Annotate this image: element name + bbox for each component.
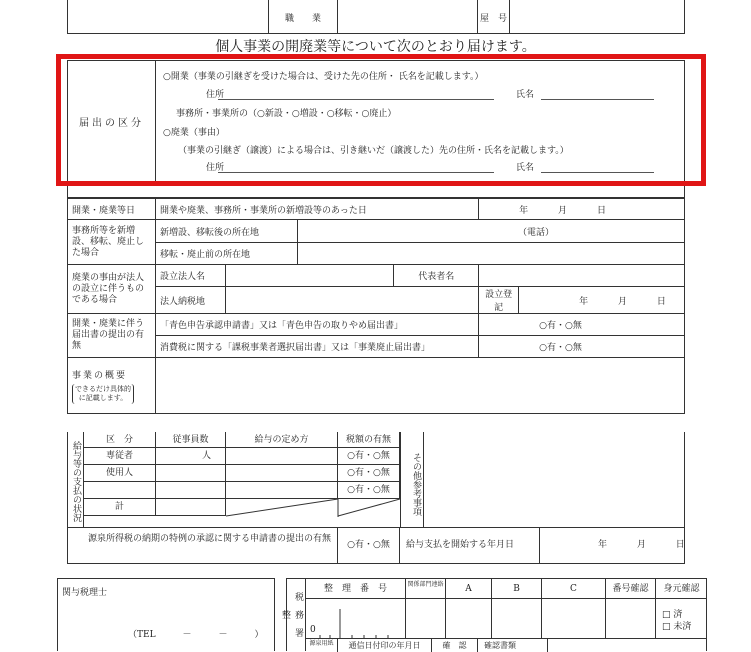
main-form-table — [67, 198, 685, 414]
header-table — [67, 0, 685, 34]
year-label: 年 — [519, 205, 529, 216]
consumption-tax-label: 消費税に関する「課税事業者選択届出書」又は「事業廃止届出書」 — [155, 336, 478, 358]
trade-name-label: 屋 号 — [478, 0, 510, 34]
row-shiyo-label: 使用人 — [84, 465, 156, 482]
row-blank-label[interactable] — [84, 482, 156, 499]
col-c-field[interactable] — [542, 599, 606, 639]
open-address-label: 住所 — [206, 90, 225, 100]
payroll-label: 給与等の支払の状況 — [68, 432, 84, 527]
withholding-choice[interactable]: ○有・○無 — [338, 528, 400, 563]
mimoto-kakunin-field — [656, 599, 707, 639]
kakunin-label: 確 認 — [432, 639, 478, 652]
reg-year-label: 年 — [579, 296, 589, 307]
col-kubun: 区 分 — [84, 432, 156, 448]
kakunin-shorui-label: 確認書類 — [478, 639, 548, 652]
col-method: 給与の定め方 — [226, 432, 338, 448]
bango-kakunin-header: 番号確認 — [606, 579, 656, 599]
open-line: ○開業（事業の引継ぎを受けた場合は、受けた先の住所・ 氏名を記載します。） — [163, 72, 484, 82]
withholding-row — [67, 528, 685, 564]
gensen-yoshi-label: 源泉用紙 — [306, 639, 338, 652]
blue-return-label: 「青色申告承認申請書」又は「青色申告の取りやめ届出書」 — [155, 314, 478, 336]
sumi-checkbox[interactable]: □ 済 — [662, 610, 683, 620]
col-a-header: A — [446, 579, 492, 599]
col-a-field[interactable] — [446, 599, 492, 639]
bango-kakunin-field[interactable] — [606, 599, 656, 639]
close-address-label: 住所 — [206, 163, 225, 173]
row-total-label: 計 — [84, 499, 156, 516]
blue-return-choice[interactable]: ○有・○無 — [479, 314, 685, 336]
business-summary-label: 事業の概要 — [72, 370, 128, 381]
kankei-bumon-header: 関係部門連絡 — [406, 579, 446, 599]
tax-office-table — [306, 578, 707, 651]
business-summary-field[interactable] — [155, 358, 684, 414]
row-senju-tax[interactable]: ○有・○無 — [338, 448, 400, 465]
pay-start-label: 給与支払を開始する年月日 — [400, 528, 540, 563]
open-name-label: 氏名 — [516, 90, 535, 100]
row-blank-count[interactable] — [156, 482, 226, 499]
row-total-count[interactable] — [156, 499, 226, 516]
tax-office-label: 税務署整 — [286, 578, 306, 651]
corp-name-field[interactable] — [225, 265, 394, 287]
row-senju-method[interactable] — [226, 448, 338, 465]
start-date-field[interactable] — [479, 199, 685, 220]
open-address-field[interactable] — [218, 99, 494, 100]
row-senju-label: 専従者 — [84, 448, 156, 465]
phone-label: （電話） — [517, 227, 554, 238]
close-detail: （事業の引継ぎ（譲渡）による場合は、引き継いだ（譲渡した）先の住所・氏名を記載します。） — [178, 146, 569, 156]
row-senju-count[interactable]: 人 — [156, 448, 226, 465]
accountant-label: 関与税理士 — [62, 588, 108, 598]
seiri-zero: 0 — [310, 625, 316, 635]
occupation-label: 職 業 — [268, 0, 338, 34]
business-summary-note: できるだけ具体的に記載します。 — [72, 384, 134, 404]
withholding-label: 源泉所得税の納期の特例の承認に関する申請書の提出の有無 — [68, 528, 338, 563]
consumption-tax-choice[interactable]: ○有・○無 — [479, 336, 685, 358]
registration-label: 設立登記 — [479, 287, 519, 314]
occupation-field[interactable] — [338, 0, 478, 34]
row-blank-method[interactable] — [226, 482, 338, 499]
seiri-bango-field[interactable] — [306, 599, 406, 639]
close-name-field[interactable] — [541, 172, 654, 173]
digit-ticks — [318, 609, 406, 639]
tsushin-label: 通信日付印の年月日 — [338, 639, 432, 652]
pay-year-label: 年 — [598, 540, 608, 550]
new-location-field[interactable] — [297, 220, 684, 243]
start-date-label: 開業・廃業等日 — [68, 199, 156, 220]
accountant-tel: （TEL － － ） — [128, 630, 264, 640]
corp-reason-label: 廃業の事由が法人の設立に伴うものである場合 — [68, 265, 156, 314]
office-line: 事務所・事業所の（○新設・○増設・○移転・○廃止） — [176, 109, 397, 119]
corp-tax-place-label: 法人納税地 — [155, 287, 225, 314]
mimoto-kakunin-header: 身元確認 — [656, 579, 707, 599]
row-shiyo-method[interactable] — [226, 465, 338, 482]
close-address-field[interactable] — [218, 172, 494, 173]
office-change-label: 事務所等を新増設、移転、廃止した場合 — [68, 220, 156, 265]
trade-name-field[interactable] — [510, 0, 685, 34]
seiri-bango-header: 整 理 番 号 — [306, 579, 406, 599]
pay-month-label: 月 — [636, 540, 646, 550]
category-section — [67, 60, 685, 182]
category-label: 届出の区分 — [68, 61, 156, 181]
open-name-field[interactable] — [541, 99, 654, 100]
day-label: 日 — [596, 205, 606, 216]
corp-name-label: 設立法人名 — [155, 265, 225, 287]
payroll-section — [67, 432, 685, 528]
main-title: 個人事業の開廃業等について次のとおり届けます。 — [215, 39, 536, 55]
filing-status-label: 開業・廃業に伴う届出書の提出の有無 — [68, 314, 156, 358]
old-location-label: 移転・廃止前の所在地 — [155, 243, 297, 265]
close-line: ○廃業（事由） — [163, 128, 225, 138]
row-blank-tax[interactable]: ○有・○無 — [338, 482, 400, 499]
col-b-field[interactable] — [492, 599, 542, 639]
row-shiyo-count[interactable] — [156, 465, 226, 482]
corp-tax-place-field[interactable] — [225, 287, 478, 314]
representative-label: 代表者名 — [394, 265, 479, 287]
registration-date-field[interactable] — [519, 287, 685, 314]
kankei-bumon-field[interactable] — [406, 599, 446, 639]
total-diagonal — [226, 499, 400, 517]
reg-month-label: 月 — [618, 296, 628, 307]
col-tax: 税額の有無 — [338, 432, 400, 448]
misumi-checkbox[interactable]: □ 未済 — [662, 622, 692, 632]
reg-day-label: 日 — [656, 296, 666, 307]
close-name-label: 氏名 — [516, 163, 535, 173]
col-b-header: B — [492, 579, 542, 599]
col-count: 従事員数 — [156, 432, 226, 448]
new-location-label: 新増設、移転後の所在地 — [155, 220, 297, 243]
start-date-text: 開業や廃業、事務所・事業所の新増設等のあった日 — [155, 199, 478, 220]
covered-strip — [67, 182, 685, 198]
other-reference-label: その他参考事項 — [400, 432, 424, 527]
month-label: 月 — [558, 205, 568, 216]
row-shiyo-tax[interactable]: ○有・○無 — [338, 465, 400, 482]
representative-field[interactable] — [479, 265, 685, 287]
business-summary-cell — [68, 358, 156, 414]
old-location-field[interactable] — [297, 243, 684, 265]
col-c-header: C — [542, 579, 606, 599]
pay-day-label: 日 — [675, 540, 685, 550]
pay-start-date-field[interactable] — [540, 528, 686, 563]
accountant-box[interactable] — [57, 578, 275, 651]
other-reference-field[interactable] — [424, 432, 685, 527]
